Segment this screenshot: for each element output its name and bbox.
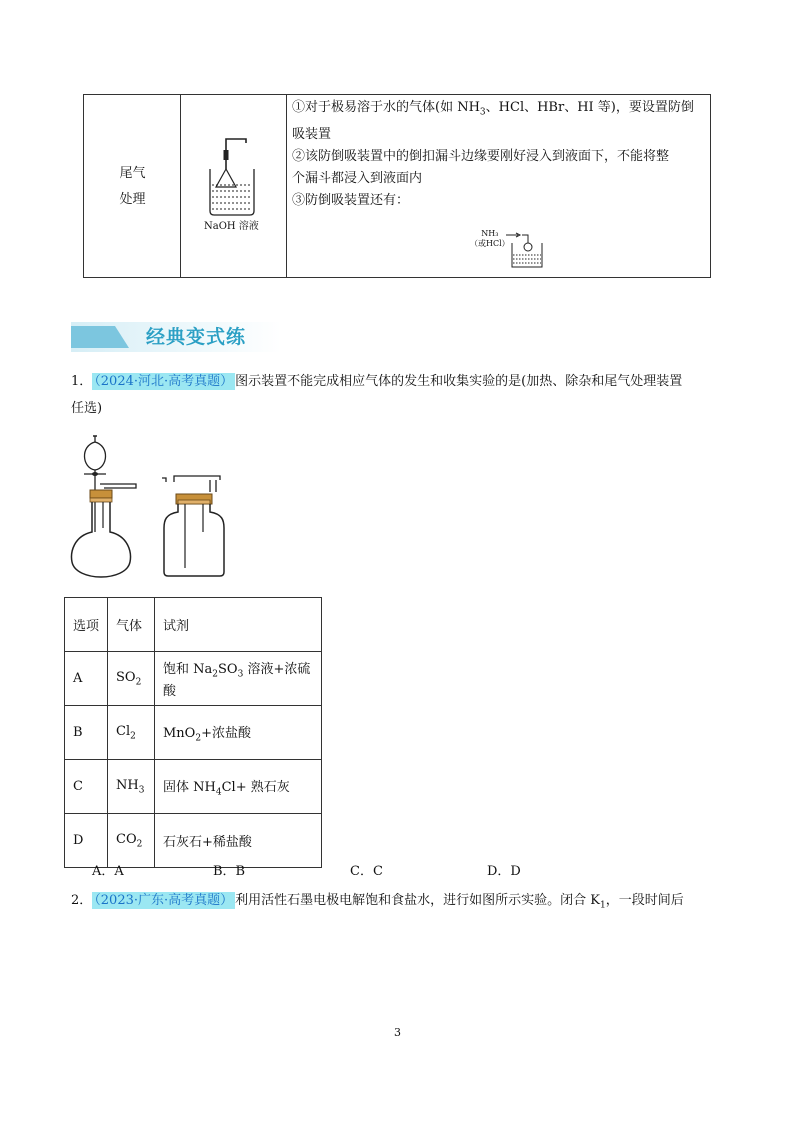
note-1-cont: 吸装置 — [292, 126, 332, 142]
option-label: C — [65, 760, 108, 814]
question-1-source-tag: （2024·河北·高考真题） — [94, 374, 234, 389]
table-divider — [286, 95, 287, 277]
inset-label-nh3: NH₃ — [481, 229, 499, 238]
reagent-cell: 固体 $NH_4Cl+$ 熟石灰 — [155, 760, 322, 814]
question-2-subscript: 1 — [600, 900, 606, 911]
question-2-source-tag: （2023·广东·高考真题） — [94, 893, 234, 908]
choice-b: B．B — [213, 864, 246, 879]
choice-d: D．D — [487, 864, 521, 879]
inset-labels — [470, 229, 510, 249]
question-2-text: 利用活性石墨电极电解饱和食盐水，进行如图所示实验。闭合 K — [235, 893, 600, 908]
question-1 — [71, 368, 721, 395]
question-1-text-cont: 任选) — [71, 401, 103, 416]
reagent-cell: 饱和 $Na_2SO_3$ 溶液+浓硫酸 — [155, 652, 322, 706]
choice-c: C．C — [350, 864, 383, 879]
note-2: ②该防倒吸装置中的倒扣漏斗边缘要刚好浸入到液面下，不能将整 — [292, 148, 670, 164]
question-2 — [71, 887, 731, 920]
option-label: B — [65, 706, 108, 760]
table-row — [65, 652, 322, 706]
row-label-line1: 尾气 — [119, 166, 146, 181]
table-row — [65, 706, 322, 760]
tail-gas-table — [83, 94, 711, 278]
note-2-cont: 个漏斗都浸入到液面内 — [292, 170, 423, 186]
header-option: 选项 — [65, 598, 108, 652]
gas-cell: $NH_3$ — [108, 760, 155, 814]
inset-anti-suckback-image — [506, 229, 546, 273]
header-gas: 气体 — [108, 598, 155, 652]
gas-cell: $SO_2$ — [108, 652, 155, 706]
inset-label-hcl: （或HCl） — [470, 239, 510, 248]
row-label-line2: 处理 — [119, 192, 146, 207]
tail-gas-notes — [292, 97, 706, 212]
note-3: ③防倒吸装置还有： — [292, 192, 410, 208]
choice-a: A．A — [92, 864, 124, 879]
option-label: D — [65, 814, 108, 868]
option-label: A — [65, 652, 108, 706]
question-1-text: 图示装置不能完成相应气体的发生和收集实验的是(加热、除杂和尾气处理装置 — [235, 374, 683, 389]
reagent-cell: 石灰石+稀盐酸 — [155, 814, 322, 868]
gas-generation-collection-apparatus — [70, 432, 230, 588]
header-reagent: 试剂 — [155, 598, 322, 652]
page-number: 3 — [394, 1026, 401, 1039]
gas-cell: $CO_2$ — [108, 814, 155, 868]
note-1: ①对于极易溶于水的气体(如 $NH_3$、HCl、HBr、HI 等)，要设置防倒 — [292, 100, 694, 118]
options-table — [64, 597, 322, 868]
question-1-number: 1． — [71, 374, 93, 389]
table-header-row — [65, 598, 322, 652]
gas-cell: $Cl_2$ — [108, 706, 155, 760]
reagent-cell: MnO$_2$+浓盐酸 — [155, 706, 322, 760]
question-2-number: 2． — [71, 893, 93, 908]
section-title: 经典变式练 — [146, 326, 247, 348]
question-2-text-end: ，一段时间后 — [605, 893, 684, 908]
row-label-cell — [84, 95, 181, 279]
table-row — [65, 760, 322, 814]
apparatus-caption: NaOH 溶液 — [204, 221, 259, 232]
